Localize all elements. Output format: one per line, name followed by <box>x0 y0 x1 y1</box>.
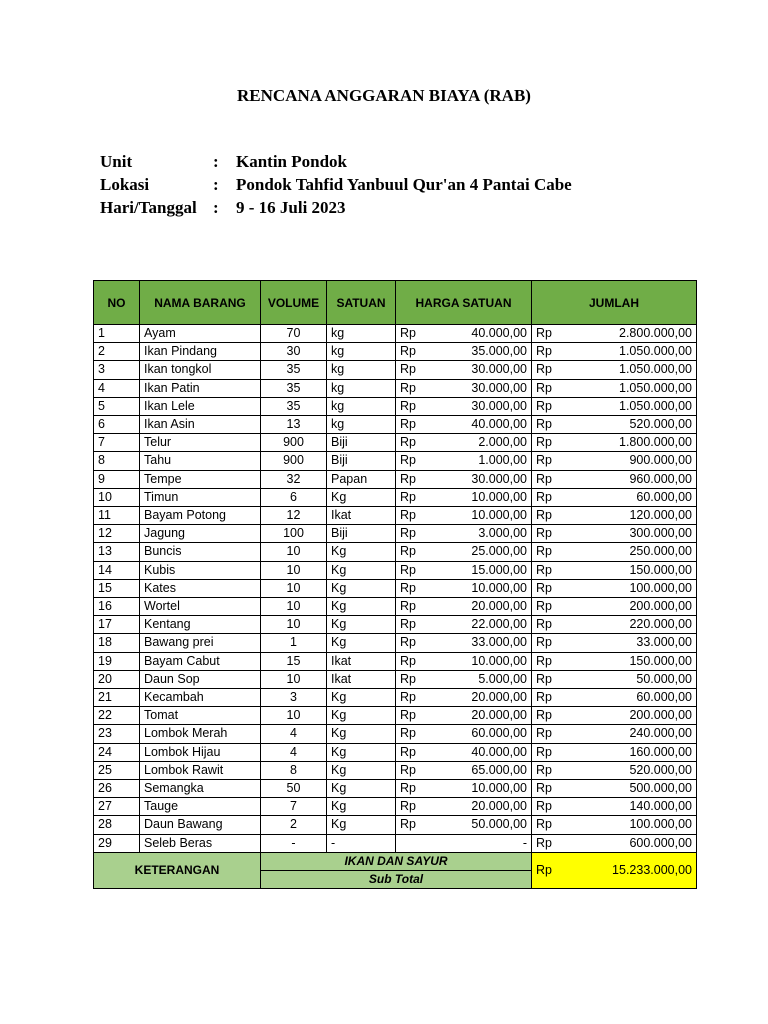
item-name: Wortel <box>140 598 261 616</box>
item-unit: Papan <box>327 470 396 488</box>
row-number: 20 <box>94 670 140 688</box>
unit-price: 20.000,00 <box>426 798 532 816</box>
item-name: Tauge <box>140 798 261 816</box>
item-unit: Kg <box>327 543 396 561</box>
item-volume: 10 <box>261 598 327 616</box>
row-number: 18 <box>94 634 140 652</box>
item-name: Buncis <box>140 543 261 561</box>
item-volume: 30 <box>261 343 327 361</box>
row-number: 6 <box>94 416 140 434</box>
meta-colon: : <box>213 152 219 171</box>
line-total: 900.000,00 <box>562 452 697 470</box>
item-unit: Kg <box>327 561 396 579</box>
line-total: 1.050.000,00 <box>562 379 697 397</box>
unit-price: 3.000,00 <box>426 525 532 543</box>
row-number: 11 <box>94 507 140 525</box>
unit-price: 30.000,00 <box>426 361 532 379</box>
item-volume: 6 <box>261 488 327 506</box>
item-unit: Kg <box>327 579 396 597</box>
price-currency: Rp <box>396 761 426 779</box>
item-name: Semangka <box>140 780 261 798</box>
item-unit: kg <box>327 397 396 415</box>
price-currency: Rp <box>396 743 426 761</box>
item-name: Ikan tongkol <box>140 361 261 379</box>
header-volume: VOLUME <box>261 281 327 325</box>
line-total: 240.000,00 <box>562 725 697 743</box>
table-row <box>94 452 697 470</box>
line-total: 300.000,00 <box>562 525 697 543</box>
unit-price: 22.000,00 <box>426 616 532 634</box>
keterangan-cell: KETERANGAN <box>94 852 261 888</box>
line-total: 140.000,00 <box>562 798 697 816</box>
unit-price: 1.000,00 <box>426 452 532 470</box>
table-row <box>94 397 697 415</box>
unit-price: 50.000,00 <box>426 816 532 834</box>
row-number: 26 <box>94 780 140 798</box>
unit-price: 20.000,00 <box>426 707 532 725</box>
item-volume: 35 <box>261 361 327 379</box>
item-unit: Ikat <box>327 670 396 688</box>
row-number: 5 <box>94 397 140 415</box>
total-currency: Rp <box>532 525 562 543</box>
item-unit: Biji <box>327 452 396 470</box>
table-row <box>94 434 697 452</box>
line-total: 200.000,00 <box>562 598 697 616</box>
item-name: Tempe <box>140 470 261 488</box>
table-row <box>94 834 697 852</box>
item-name: Ikan Asin <box>140 416 261 434</box>
total-currency: Rp <box>532 816 562 834</box>
price-currency: Rp <box>396 652 426 670</box>
meta-value: Kantin Pondok <box>236 152 348 171</box>
total-amount: 15.233.000,00 <box>562 852 697 888</box>
price-currency: Rp <box>396 634 426 652</box>
line-total: 150.000,00 <box>562 652 697 670</box>
total-currency: Rp <box>532 616 562 634</box>
line-total: 520.000,00 <box>562 761 697 779</box>
unit-price: 40.000,00 <box>426 325 532 343</box>
line-total: 200.000,00 <box>562 707 697 725</box>
meta-label: Lokasi <box>100 175 150 194</box>
row-number: 13 <box>94 543 140 561</box>
price-currency: Rp <box>396 616 426 634</box>
header-no: NO <box>94 281 140 325</box>
row-number: 24 <box>94 743 140 761</box>
item-volume: 4 <box>261 725 327 743</box>
total-currency: Rp <box>532 397 562 415</box>
total-currency: Rp <box>532 379 562 397</box>
unit-price: 65.000,00 <box>426 761 532 779</box>
total-currency: Rp <box>532 361 562 379</box>
unit-price: 10.000,00 <box>426 507 532 525</box>
unit-price: 10.000,00 <box>426 579 532 597</box>
unit-price: 60.000,00 <box>426 725 532 743</box>
line-total: 150.000,00 <box>562 561 697 579</box>
item-volume: 50 <box>261 780 327 798</box>
total-currency: Rp <box>532 434 562 452</box>
item-unit: Kg <box>327 634 396 652</box>
item-volume: 1 <box>261 634 327 652</box>
item-unit: kg <box>327 325 396 343</box>
unit-price: - <box>426 834 532 852</box>
row-number: 22 <box>94 707 140 725</box>
unit-price: 5.000,00 <box>426 670 532 688</box>
item-volume: 900 <box>261 434 327 452</box>
unit-price: 40.000,00 <box>426 416 532 434</box>
item-name: Lombok Hijau <box>140 743 261 761</box>
row-number: 16 <box>94 598 140 616</box>
line-total: 1.050.000,00 <box>562 361 697 379</box>
price-currency <box>396 834 426 852</box>
table-row <box>94 652 697 670</box>
meta-label: Hari/Tanggal <box>100 198 197 217</box>
unit-price: 40.000,00 <box>426 743 532 761</box>
row-number: 9 <box>94 470 140 488</box>
price-currency: Rp <box>396 780 426 798</box>
meta-value: Pondok Tahfid Yanbuul Qur'an 4 Pantai Cabe <box>236 175 572 194</box>
total-currency: Rp <box>532 707 562 725</box>
price-currency: Rp <box>396 488 426 506</box>
item-unit: kg <box>327 416 396 434</box>
price-currency: Rp <box>396 525 426 543</box>
item-unit: Kg <box>327 707 396 725</box>
line-total: 2.800.000,00 <box>562 325 697 343</box>
item-volume: 2 <box>261 816 327 834</box>
table-row <box>94 416 697 434</box>
row-number: 7 <box>94 434 140 452</box>
item-unit: Biji <box>327 525 396 543</box>
table-row <box>94 579 697 597</box>
total-currency: Rp <box>532 852 562 888</box>
item-name: Bayam Potong <box>140 507 261 525</box>
item-volume: 10 <box>261 707 327 725</box>
table-row <box>94 325 697 343</box>
subtotal-label: Sub Total <box>261 871 532 889</box>
row-number: 21 <box>94 689 140 707</box>
total-currency: Rp <box>532 507 562 525</box>
price-currency: Rp <box>396 598 426 616</box>
total-currency: Rp <box>532 798 562 816</box>
line-total: 33.000,00 <box>562 634 697 652</box>
unit-price: 35.000,00 <box>426 343 532 361</box>
price-currency: Rp <box>396 543 426 561</box>
total-currency: Rp <box>532 780 562 798</box>
table-row <box>94 488 697 506</box>
total-currency: Rp <box>532 416 562 434</box>
header-harga-satuan: HARGA SATUAN <box>396 281 532 325</box>
unit-price: 15.000,00 <box>426 561 532 579</box>
line-total: 50.000,00 <box>562 670 697 688</box>
row-number: 28 <box>94 816 140 834</box>
unit-price: 30.000,00 <box>426 379 532 397</box>
table-row <box>94 343 697 361</box>
price-currency: Rp <box>396 343 426 361</box>
item-volume: 10 <box>261 543 327 561</box>
line-total: 100.000,00 <box>562 816 697 834</box>
price-currency: Rp <box>396 798 426 816</box>
line-total: 1.800.000,00 <box>562 434 697 452</box>
item-name: Bayam Cabut <box>140 652 261 670</box>
header-jumlah: JUMLAH <box>532 281 697 325</box>
item-name: Kubis <box>140 561 261 579</box>
total-currency: Rp <box>532 598 562 616</box>
total-currency: Rp <box>532 325 562 343</box>
row-number: 3 <box>94 361 140 379</box>
meta-colon: : <box>213 198 219 217</box>
line-total: 100.000,00 <box>562 579 697 597</box>
item-volume: 10 <box>261 561 327 579</box>
item-name: Telur <box>140 434 261 452</box>
item-unit: kg <box>327 343 396 361</box>
row-number: 2 <box>94 343 140 361</box>
item-unit: - <box>327 834 396 852</box>
item-volume: 32 <box>261 470 327 488</box>
table-row <box>94 361 697 379</box>
table-row <box>94 379 697 397</box>
item-name: Ayam <box>140 325 261 343</box>
row-number: 1 <box>94 325 140 343</box>
unit-price: 25.000,00 <box>426 543 532 561</box>
table-body <box>94 325 697 853</box>
total-currency: Rp <box>532 561 562 579</box>
row-number: 19 <box>94 652 140 670</box>
line-total: 1.050.000,00 <box>562 343 697 361</box>
item-name: Ikan Pindang <box>140 343 261 361</box>
total-currency: Rp <box>532 488 562 506</box>
price-currency: Rp <box>396 689 426 707</box>
price-currency: Rp <box>396 507 426 525</box>
table-row <box>94 670 697 688</box>
item-unit: kg <box>327 361 396 379</box>
meta-label: Unit <box>100 152 133 171</box>
table-row <box>94 616 697 634</box>
price-currency: Rp <box>396 379 426 397</box>
price-currency: Rp <box>396 470 426 488</box>
table-row <box>94 816 697 834</box>
total-currency: Rp <box>532 725 562 743</box>
row-number: 8 <box>94 452 140 470</box>
line-total: 600.000,00 <box>562 834 697 852</box>
line-total: 500.000,00 <box>562 780 697 798</box>
unit-price: 10.000,00 <box>426 488 532 506</box>
item-name: Kecambah <box>140 689 261 707</box>
unit-price: 20.000,00 <box>426 598 532 616</box>
header-satuan: SATUAN <box>327 281 396 325</box>
item-volume: 7 <box>261 798 327 816</box>
item-name: Tomat <box>140 707 261 725</box>
table-row <box>94 761 697 779</box>
line-total: 220.000,00 <box>562 616 697 634</box>
item-unit: Kg <box>327 689 396 707</box>
line-total: 250.000,00 <box>562 543 697 561</box>
item-name: Seleb Beras <box>140 834 261 852</box>
item-unit: Ikat <box>327 652 396 670</box>
total-currency: Rp <box>532 452 562 470</box>
item-volume: 35 <box>261 379 327 397</box>
price-currency: Rp <box>396 452 426 470</box>
total-currency: Rp <box>532 343 562 361</box>
row-number: 10 <box>94 488 140 506</box>
item-volume: - <box>261 834 327 852</box>
total-currency: Rp <box>532 634 562 652</box>
row-number: 23 <box>94 725 140 743</box>
item-unit: Kg <box>327 761 396 779</box>
footer-row-1 <box>94 852 697 870</box>
table-row <box>94 689 697 707</box>
price-currency: Rp <box>396 397 426 415</box>
item-name: Kates <box>140 579 261 597</box>
item-unit: Kg <box>327 616 396 634</box>
item-name: Lombok Merah <box>140 725 261 743</box>
item-volume: 13 <box>261 416 327 434</box>
table-row <box>94 780 697 798</box>
row-number: 12 <box>94 525 140 543</box>
item-volume: 900 <box>261 452 327 470</box>
total-currency: Rp <box>532 652 562 670</box>
meta-colon: : <box>213 175 219 194</box>
unit-price: 33.000,00 <box>426 634 532 652</box>
line-total: 60.000,00 <box>562 488 697 506</box>
item-volume: 4 <box>261 743 327 761</box>
price-currency: Rp <box>396 816 426 834</box>
price-currency: Rp <box>396 670 426 688</box>
table-row <box>94 634 697 652</box>
total-currency: Rp <box>532 579 562 597</box>
item-volume: 70 <box>261 325 327 343</box>
item-name: Jagung <box>140 525 261 543</box>
table-row <box>94 725 697 743</box>
item-volume: 10 <box>261 670 327 688</box>
price-currency: Rp <box>396 434 426 452</box>
total-currency: Rp <box>532 470 562 488</box>
table-row <box>94 707 697 725</box>
total-currency: Rp <box>532 743 562 761</box>
item-unit: Kg <box>327 816 396 834</box>
price-currency: Rp <box>396 416 426 434</box>
table-row <box>94 525 697 543</box>
price-currency: Rp <box>396 361 426 379</box>
item-name: Daun Sop <box>140 670 261 688</box>
item-unit: Kg <box>327 598 396 616</box>
item-unit: Biji <box>327 434 396 452</box>
item-volume: 10 <box>261 616 327 634</box>
total-currency: Rp <box>532 670 562 688</box>
item-name: Lombok Rawit <box>140 761 261 779</box>
table-row <box>94 507 697 525</box>
item-unit: kg <box>327 379 396 397</box>
unit-price: 20.000,00 <box>426 689 532 707</box>
price-currency: Rp <box>396 561 426 579</box>
item-volume: 10 <box>261 579 327 597</box>
line-total: 960.000,00 <box>562 470 697 488</box>
document-title: RENCANA ANGGARAN BIAYA (RAB) <box>237 86 531 105</box>
item-name: Kentang <box>140 616 261 634</box>
price-currency: Rp <box>396 325 426 343</box>
item-unit: Kg <box>327 488 396 506</box>
item-unit: Kg <box>327 743 396 761</box>
price-currency: Rp <box>396 707 426 725</box>
item-volume: 3 <box>261 689 327 707</box>
row-number: 27 <box>94 798 140 816</box>
table-header-row <box>94 281 697 325</box>
header-nama-barang: NAMA BARANG <box>140 281 261 325</box>
row-number: 4 <box>94 379 140 397</box>
meta-value: 9 - 16 Juli 2023 <box>236 198 346 217</box>
table-row <box>94 798 697 816</box>
unit-price: 2.000,00 <box>426 434 532 452</box>
table-row <box>94 543 697 561</box>
item-unit: Kg <box>327 798 396 816</box>
row-number: 15 <box>94 579 140 597</box>
item-volume: 8 <box>261 761 327 779</box>
total-currency: Rp <box>532 834 562 852</box>
table-row <box>94 598 697 616</box>
item-unit: Kg <box>327 725 396 743</box>
total-currency: Rp <box>532 761 562 779</box>
line-total: 1.050.000,00 <box>562 397 697 415</box>
row-number: 29 <box>94 834 140 852</box>
item-volume: 15 <box>261 652 327 670</box>
unit-price: 10.000,00 <box>426 780 532 798</box>
item-volume: 100 <box>261 525 327 543</box>
total-currency: Rp <box>532 689 562 707</box>
item-name: Timun <box>140 488 261 506</box>
row-number: 25 <box>94 761 140 779</box>
row-number: 17 <box>94 616 140 634</box>
line-total: 60.000,00 <box>562 689 697 707</box>
item-name: Tahu <box>140 452 261 470</box>
budget-table <box>93 280 697 889</box>
item-name: Daun Bawang <box>140 816 261 834</box>
item-unit: Kg <box>327 780 396 798</box>
price-currency: Rp <box>396 579 426 597</box>
footer-category: IKAN DAN SAYUR <box>261 852 532 870</box>
item-unit: Ikat <box>327 507 396 525</box>
item-volume: 12 <box>261 507 327 525</box>
line-total: 160.000,00 <box>562 743 697 761</box>
row-number: 14 <box>94 561 140 579</box>
table-row <box>94 470 697 488</box>
item-volume: 35 <box>261 397 327 415</box>
table-row <box>94 561 697 579</box>
line-total: 120.000,00 <box>562 507 697 525</box>
price-currency: Rp <box>396 725 426 743</box>
item-name: Bawang prei <box>140 634 261 652</box>
unit-price: 10.000,00 <box>426 652 532 670</box>
unit-price: 30.000,00 <box>426 397 532 415</box>
unit-price: 30.000,00 <box>426 470 532 488</box>
line-total: 520.000,00 <box>562 416 697 434</box>
item-name: Ikan Patin <box>140 379 261 397</box>
total-currency: Rp <box>532 543 562 561</box>
table-row <box>94 743 697 761</box>
item-name: Ikan Lele <box>140 397 261 415</box>
